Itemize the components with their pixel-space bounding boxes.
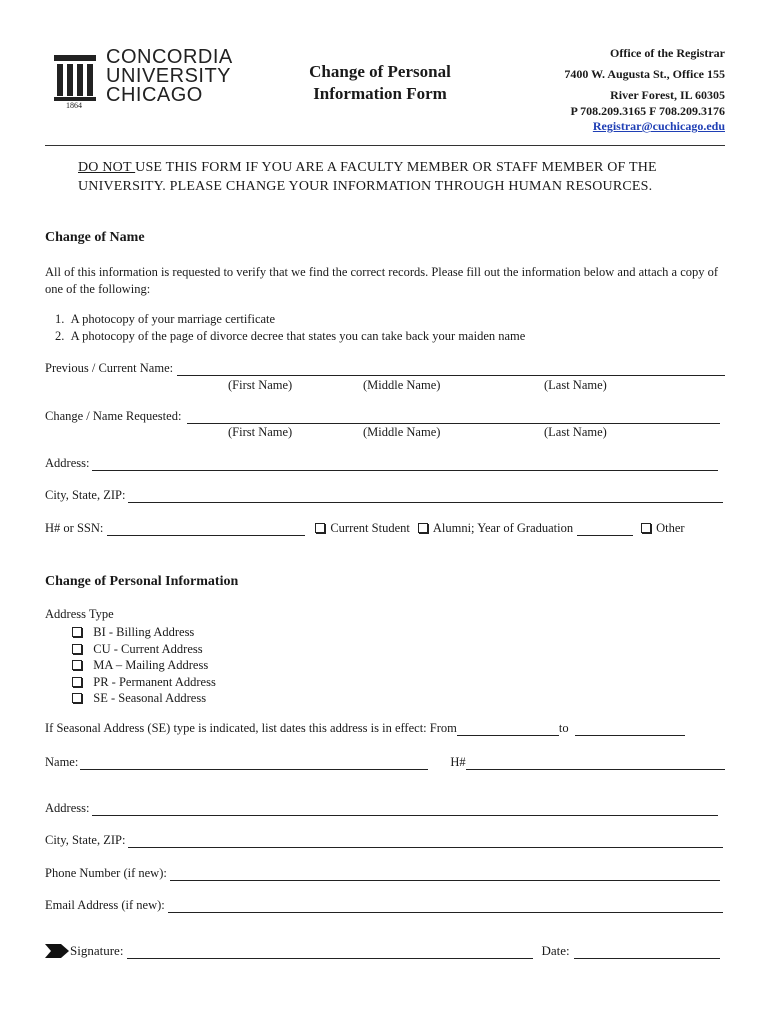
info-city-label: City, State, ZIP: [45,833,126,847]
name-address-label: Address: [45,456,90,470]
email-label: Email Address (if new): [45,898,165,912]
university-logo-text [106,48,233,105]
pr-checkbox[interactable] [72,677,82,687]
phone-field[interactable] [45,866,720,881]
requested-name-label: Change / Name Requested: [45,409,182,423]
form-title-line-2: Information Form [313,84,447,103]
office-email-link[interactable]: Registrar@cuchicago.edu [592,119,725,133]
address-type-options [72,624,216,707]
warning-text: USE THIS FORM IF YOU ARE A FACULTY MEMBER OR STAFF MEMBER OF THE UNIVERSITY. PLEASE CHANGE YOUR INFORMATION THROUGH HUMAN RESOURCES. [78,160,657,194]
ma-checkbox[interactable] [72,660,82,670]
university-logo-columns [52,55,98,101]
alumni-option[interactable]: Alumni; Year of Graduation [418,521,573,536]
seasonal-dates-row [45,721,720,736]
address-type-bi[interactable]: BI - Billing Address [72,624,216,641]
graduation-year-line[interactable] [577,522,633,536]
registrar-contact-block [564,44,725,134]
info-h-label: H# [450,755,466,769]
alumni-checkbox[interactable] [418,523,428,533]
date-line[interactable] [574,945,720,959]
change-of-name-heading: Change of Name [45,230,145,245]
name-city-field[interactable] [45,488,723,503]
info-address-label: Address: [45,801,90,815]
office-address: 7400 W. Augusta St., Office 155 [564,67,725,81]
ssn-row [45,521,725,536]
address-type-cu[interactable]: CU - Current Address [72,641,216,658]
name-intro-text: All of this information is requested to verify that we find the correct records. Please fill out the information below and attach a copy of one of the following: [45,265,719,296]
seasonal-to-line[interactable] [575,722,685,736]
address-type-se[interactable]: SE - Seasonal Address [72,690,216,707]
address-type-ma[interactable]: MA – Mailing Address [72,657,216,674]
ssn-line[interactable] [107,522,305,536]
requested-name-line[interactable] [187,410,720,424]
info-city-line[interactable] [128,834,723,848]
logo-line-3: CHICAGO [106,84,203,106]
signature-line[interactable] [127,945,533,959]
previous-last-name-label: (Last Name) [544,378,607,392]
email-field[interactable] [45,898,723,913]
se-checkbox[interactable] [72,693,82,703]
other-option[interactable]: Other [641,521,684,536]
current-student-option[interactable]: Current Student [315,521,410,536]
info-address-field[interactable] [45,801,718,816]
email-line[interactable] [168,899,723,913]
requested-name-field[interactable] [45,409,720,424]
document-list [55,311,525,345]
name-address-line[interactable] [92,457,718,471]
requested-first-name-label: (First Name) [228,425,293,439]
info-name-row [45,755,725,770]
name-address-field[interactable] [45,456,718,471]
seasonal-text: If Seasonal Address (SE) type is indicated, list dates this address is in effect: From [45,721,457,735]
requested-middle-name-label: (Middle Name) [363,425,441,439]
previous-name-line[interactable] [177,362,725,376]
info-name-line[interactable] [80,756,428,770]
office-title: Office of the Registrar [610,46,725,60]
form-title-line-1: Change of Personal [309,62,451,81]
seasonal-from-line[interactable] [457,722,559,736]
info-address-line[interactable] [92,802,718,816]
office-phone: P 708.209.3165 F 708.209.3176 [570,104,725,118]
logo-line-1: CONCORDIA [106,46,233,68]
list-item: 2. A photocopy of the page of divorce decree that states you can take back your maiden name [55,329,526,343]
name-city-label: City, State, ZIP: [45,488,126,502]
requested-last-name-label: (Last Name) [544,425,607,439]
current-student-checkbox[interactable] [315,523,325,533]
header-divider [45,145,725,146]
signature-label: Signature: [70,943,124,958]
warning-do-not: DO NOT [78,160,136,175]
logo-line-2: UNIVERSITY [106,65,232,87]
ssn-label: H# or SSN: [45,521,104,535]
bi-checkbox[interactable] [72,627,82,637]
change-of-info-heading: Change of Personal Information [45,574,239,589]
address-type-pr[interactable]: PR - Permanent Address [72,674,216,691]
previous-middle-name-label: (Middle Name) [363,378,441,392]
name-city-line[interactable] [128,489,723,503]
info-city-field[interactable] [45,833,723,848]
logo-year: 1864 [66,101,82,110]
signature-arrow-icon [45,944,69,958]
other-checkbox[interactable] [641,523,651,533]
phone-label: Phone Number (if new): [45,866,167,880]
date-label: Date: [541,943,570,958]
previous-name-label: Previous / Current Name: [45,361,174,375]
form-title [290,61,470,105]
office-city: River Forest, IL 60305 [610,88,725,102]
phone-line[interactable] [170,867,720,881]
list-item: 1. A photocopy of your marriage certificate [55,312,276,326]
info-h-line[interactable] [466,756,725,770]
cu-checkbox[interactable] [72,644,82,654]
seasonal-to-label: to [558,721,569,735]
signature-row [70,943,720,959]
info-name-label: Name: [45,755,79,769]
faculty-warning [78,158,718,196]
previous-first-name-label: (First Name) [228,378,293,392]
address-type-label: Address Type [45,607,114,621]
previous-name-field[interactable] [45,361,725,376]
